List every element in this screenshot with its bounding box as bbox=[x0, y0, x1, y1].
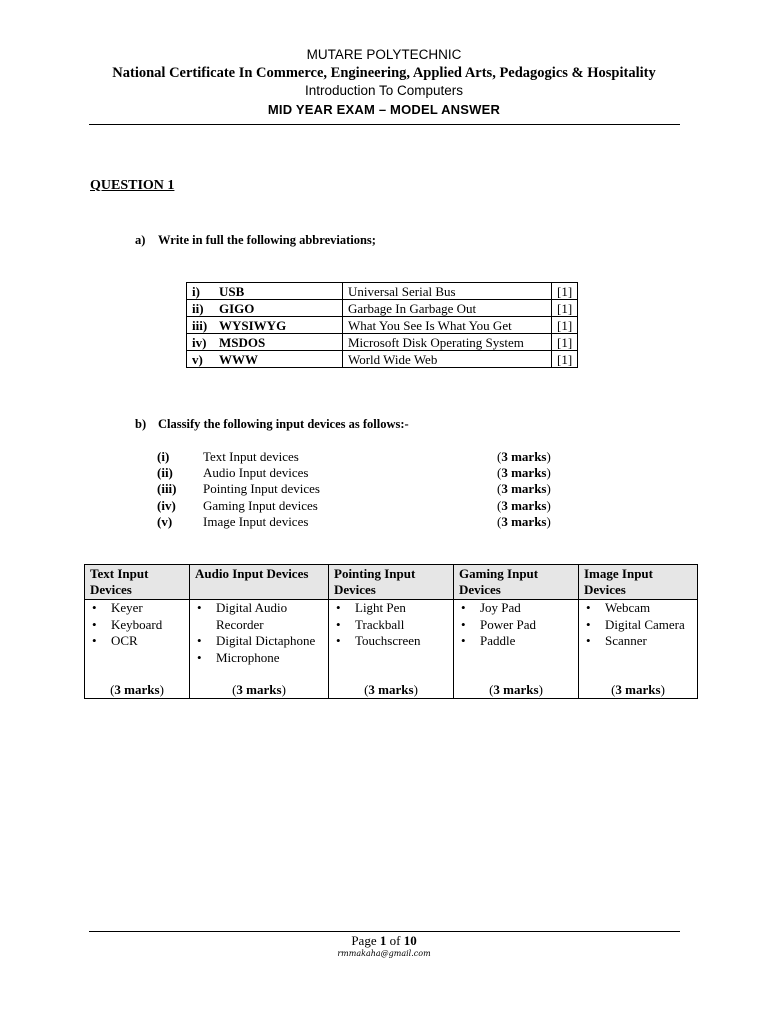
certificate-title: National Certificate In Commerce, Engineering, Applied Arts, Pedagogics & Hospitality bbox=[112, 65, 656, 81]
abbreviation-number: iii) bbox=[192, 317, 208, 333]
abbreviation-mark: [1] bbox=[552, 300, 578, 317]
abbreviation-full-form: World Wide Web bbox=[343, 351, 552, 368]
abbreviation-row bbox=[187, 351, 578, 368]
abbreviation-cell bbox=[187, 300, 343, 317]
classification-text: Text Input devices bbox=[203, 449, 299, 464]
classification-number: (v) bbox=[157, 513, 173, 529]
device-item bbox=[90, 633, 184, 650]
classification-marks: (3 marks) bbox=[497, 465, 551, 481]
devices-column-cell bbox=[85, 600, 190, 699]
devices-column-header-line: Audio Input Devices bbox=[195, 566, 309, 581]
abbreviation-term: MSDOS bbox=[219, 334, 266, 350]
devices-column-header-line: Image Input bbox=[584, 566, 653, 581]
bullet-icon: • bbox=[586, 600, 591, 615]
abbreviation-number: iv) bbox=[192, 334, 207, 350]
part-a-text: Write in full the following abbreviations; bbox=[158, 233, 376, 247]
devices-column-header-line: Devices bbox=[90, 582, 132, 597]
devices-column-marks-value: 3 marks bbox=[236, 682, 282, 697]
devices-column-header bbox=[190, 565, 329, 600]
classification-item bbox=[157, 514, 557, 530]
bullet-icon: • bbox=[92, 600, 97, 615]
abbreviation-full-form: Universal Serial Bus bbox=[343, 283, 552, 300]
classification-number: (iii) bbox=[157, 481, 177, 497]
bullet-icon: • bbox=[92, 616, 97, 632]
exam-title: MID YEAR EXAM – MODEL ANSWER bbox=[267, 102, 501, 117]
devices-column-cell bbox=[329, 600, 454, 699]
device-name: Digital Dictaphone bbox=[216, 633, 316, 648]
devices-column-header bbox=[329, 565, 454, 600]
abbreviation-mark: [1] bbox=[552, 283, 578, 300]
classification-item bbox=[157, 465, 557, 481]
device-item bbox=[459, 600, 573, 617]
abbreviation-row bbox=[187, 300, 578, 317]
abbreviation-full-form: Microsoft Disk Operating System bbox=[343, 334, 552, 351]
devices-column-marks-value: 3 marks bbox=[368, 682, 414, 697]
abbreviation-number: i) bbox=[192, 283, 200, 299]
devices-list bbox=[90, 600, 184, 650]
document-header bbox=[0, 46, 768, 120]
device-item bbox=[459, 617, 573, 634]
abbreviation-mark: [1] bbox=[552, 334, 578, 351]
abbreviation-cell bbox=[187, 351, 343, 368]
part-b-prompt bbox=[135, 417, 409, 432]
bullet-icon: • bbox=[586, 616, 591, 632]
devices-list bbox=[334, 600, 448, 650]
device-item bbox=[584, 617, 692, 634]
classification-marks-value: 3 marks bbox=[501, 449, 547, 464]
abbreviation-row bbox=[187, 317, 578, 334]
abbreviation-full-form: Garbage In Garbage Out bbox=[343, 300, 552, 317]
device-item bbox=[90, 617, 184, 634]
abbreviation-cell bbox=[187, 334, 343, 351]
devices-column-marks-value: 3 marks bbox=[493, 682, 539, 697]
device-item bbox=[584, 600, 692, 617]
classification-number: (ii) bbox=[157, 465, 173, 481]
page-of-word: of bbox=[389, 933, 401, 948]
device-name: Touchscreen bbox=[355, 633, 421, 648]
course-name: Introduction To Computers bbox=[304, 83, 464, 98]
part-b-label: b) bbox=[135, 417, 147, 431]
classification-text: Audio Input devices bbox=[203, 465, 309, 481]
devices-column-marks: (3 marks) bbox=[489, 682, 543, 697]
device-item bbox=[195, 650, 323, 667]
bullet-icon: • bbox=[336, 633, 341, 648]
devices-list bbox=[459, 600, 573, 650]
device-name: Microphone bbox=[216, 649, 280, 665]
abbreviation-mark: [1] bbox=[552, 317, 578, 334]
classification-number: (i) bbox=[157, 449, 170, 464]
classification-marks: (3 marks) bbox=[497, 481, 551, 497]
abbreviation-number: ii) bbox=[192, 300, 204, 316]
device-name: Scanner bbox=[605, 633, 647, 648]
bullet-icon: • bbox=[461, 633, 466, 648]
abbreviation-cell bbox=[187, 283, 343, 300]
bullet-icon: • bbox=[197, 633, 202, 648]
abbreviation-number: v) bbox=[192, 351, 203, 367]
classification-marks-value: 3 marks bbox=[501, 465, 547, 481]
device-name: Digital Audio Recorder bbox=[216, 600, 288, 632]
bullet-icon: • bbox=[336, 616, 341, 632]
devices-column-marks: (3 marks) bbox=[611, 682, 665, 697]
abbreviation-cell bbox=[187, 317, 343, 334]
abbreviation-full-form: What You See Is What You Get bbox=[343, 317, 552, 334]
device-item bbox=[195, 633, 323, 650]
input-devices-table bbox=[84, 564, 698, 699]
question-title: QUESTION 1 bbox=[90, 178, 175, 193]
devices-column-header-line: Pointing Input bbox=[334, 566, 416, 581]
devices-column-header bbox=[85, 565, 190, 600]
classification-marks: (3 marks) bbox=[497, 449, 551, 464]
devices-column-marks-value: 3 marks bbox=[615, 682, 661, 697]
devices-column-header-line: Devices bbox=[584, 582, 626, 597]
classification-list bbox=[157, 449, 557, 530]
device-item bbox=[195, 600, 323, 633]
device-item bbox=[90, 600, 184, 617]
devices-column-marks: (3 marks) bbox=[110, 682, 164, 697]
classification-number: (iv) bbox=[157, 497, 176, 513]
bullet-icon: • bbox=[586, 633, 591, 648]
device-name: Keyboard bbox=[111, 616, 163, 632]
device-name: Webcam bbox=[605, 600, 651, 615]
device-item bbox=[584, 633, 692, 650]
classification-text: Gaming Input devices bbox=[203, 497, 318, 513]
bullet-icon: • bbox=[197, 649, 202, 665]
page-total: 10 bbox=[403, 933, 417, 948]
classification-item bbox=[157, 498, 557, 514]
abbreviation-row bbox=[187, 283, 578, 300]
abbreviation-term: USB bbox=[219, 283, 245, 299]
school-name: MUTARE POLYTECHNIC bbox=[306, 47, 462, 62]
device-item bbox=[334, 600, 448, 617]
devices-column-header bbox=[579, 565, 698, 600]
header-rule bbox=[89, 124, 680, 125]
device-name: Joy Pad bbox=[480, 600, 521, 615]
page-current: 1 bbox=[379, 933, 387, 948]
device-name: Trackball bbox=[355, 616, 405, 632]
devices-list bbox=[195, 600, 323, 666]
devices-list bbox=[584, 600, 692, 650]
part-b-text: Classify the following input devices as follows:- bbox=[158, 417, 409, 431]
part-a-label: a) bbox=[135, 233, 146, 247]
bullet-icon: • bbox=[92, 633, 97, 648]
classification-text: Pointing Input devices bbox=[203, 481, 320, 497]
devices-column-marks: (3 marks) bbox=[232, 682, 286, 697]
device-name: Keyer bbox=[111, 600, 143, 615]
bullet-icon: • bbox=[461, 600, 466, 615]
part-a-prompt bbox=[135, 233, 376, 248]
devices-column-header-line: Gaming Input bbox=[459, 566, 539, 581]
devices-column-header-line: Devices bbox=[459, 582, 501, 597]
devices-column-header bbox=[454, 565, 579, 600]
device-name: Paddle bbox=[480, 633, 516, 648]
page-footer bbox=[0, 933, 768, 959]
device-name: OCR bbox=[111, 633, 138, 648]
author-email: rmmakaha@gmail.com bbox=[337, 949, 431, 958]
devices-column-cell bbox=[579, 600, 698, 699]
page-word: Page bbox=[351, 933, 377, 948]
abbreviations-table bbox=[186, 282, 578, 368]
abbreviation-term: WWW bbox=[219, 351, 258, 367]
device-item bbox=[334, 633, 448, 650]
devices-column-cell bbox=[454, 600, 579, 699]
abbreviation-term: WYSIWYG bbox=[219, 317, 287, 333]
devices-column-cell bbox=[190, 600, 329, 699]
classification-marks: (3 marks) bbox=[497, 497, 551, 513]
footer-rule bbox=[89, 931, 680, 932]
classification-marks: (3 marks) bbox=[497, 513, 551, 529]
device-name: Digital Camera bbox=[605, 616, 685, 632]
bullet-icon: • bbox=[336, 600, 341, 615]
classification-item bbox=[157, 449, 557, 465]
devices-column-header-line: Text Input bbox=[90, 566, 149, 581]
classification-marks-value: 3 marks bbox=[501, 513, 547, 529]
bullet-icon: • bbox=[461, 616, 466, 632]
abbreviation-mark: [1] bbox=[552, 351, 578, 368]
page-number bbox=[0, 933, 768, 949]
device-name: Power Pad bbox=[480, 616, 536, 632]
devices-column-marks: (3 marks) bbox=[364, 682, 418, 697]
classification-text: Image Input devices bbox=[203, 513, 309, 529]
classification-item bbox=[157, 481, 557, 497]
device-name: Light Pen bbox=[355, 600, 406, 615]
devices-column-header-line: Devices bbox=[334, 582, 376, 597]
bullet-icon: • bbox=[197, 600, 202, 615]
classification-marks-value: 3 marks bbox=[501, 497, 547, 513]
classification-marks-value: 3 marks bbox=[501, 481, 547, 497]
devices-column-marks-value: 3 marks bbox=[114, 682, 160, 697]
device-item bbox=[334, 617, 448, 634]
abbreviation-row bbox=[187, 334, 578, 351]
device-item bbox=[459, 633, 573, 650]
abbreviation-term: GIGO bbox=[219, 300, 255, 316]
